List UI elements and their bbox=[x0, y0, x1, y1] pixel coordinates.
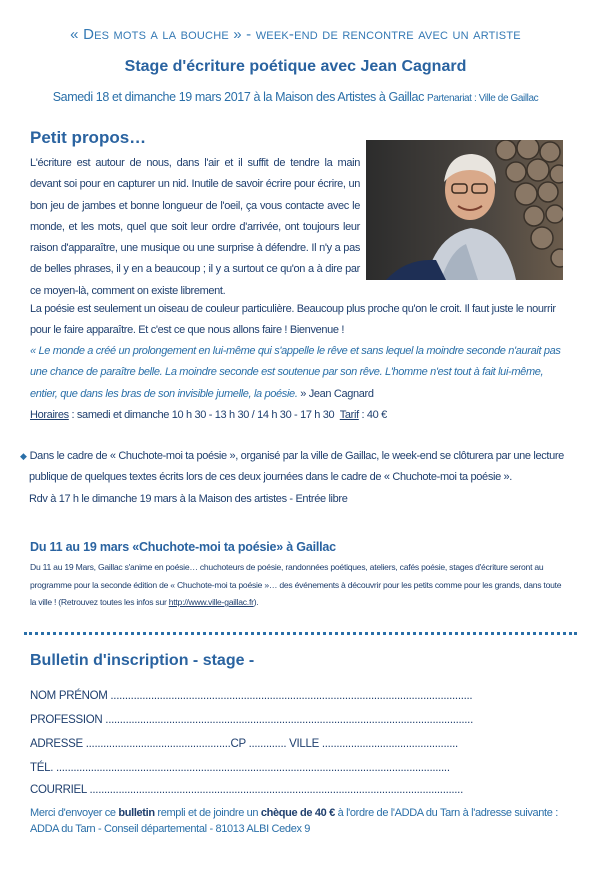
bullet-line-1: Dans le cadre de « Chuchote-moi ta poésie », organisé par la ville de Gaillac, le week-end se clôturera par une lecture bbox=[29, 450, 564, 462]
form-field-profession[interactable]: PROFESSION ............................................................................................................................... bbox=[30, 714, 473, 726]
artist-photo bbox=[366, 140, 563, 280]
dates-text: Samedi 18 et dimanche 19 mars 2017 à la Maison des Artistes à Gaillac bbox=[52, 90, 424, 104]
closing-part3: à l'ordre de l'ADDA du Tarn à l'adresse suivante : ADDA du Tarn - Conseil départemental - 81013 ALBI Cedex 9 bbox=[30, 807, 558, 835]
chuchote-paragraph bbox=[30, 559, 566, 612]
section-heading-chuchote: Du 11 au 19 mars «Chuchote-moi ta poésie» à Gaillac bbox=[30, 540, 336, 554]
form-heading: Bulletin d'inscription - stage - bbox=[30, 652, 255, 669]
closing-cheque: chèque de 40 € bbox=[260, 807, 335, 819]
closing-bulletin: bulletin bbox=[118, 807, 155, 819]
chuchote-text: Du 11 au 19 Mars, Gaillac s'anime en poésie… chuchoteurs de poésie, randonnées poétiques, ateliers, cafés poésie, stages d'écriture seront au programme pour la seconde édition de « Chuchote-moi ta poésie »… des événements à découvrir pour les petits comme pour les grands, dans toute la ville ! (Retrouvez toutes les infos sur bbox=[30, 562, 562, 608]
bullet-line-3: Rdv à 17 h le dimanche 19 mars à la Maison des artistes - Entrée libre bbox=[29, 492, 348, 505]
bullet-line-2: publique de quelques textes écrits lors de ces deux journées dans le cadre de « Chuchote-moi ta poésie ». bbox=[29, 471, 513, 484]
diamond-bullet-icon: ◆ bbox=[20, 451, 27, 461]
field-label-profession: PROFESSION bbox=[30, 714, 103, 726]
section-heading-petit-propos: Petit propos… bbox=[30, 128, 147, 147]
field-label-ville: VILLE bbox=[289, 738, 319, 750]
form-field-tel[interactable]: TÉL. ........................................................................................................................................ bbox=[30, 762, 450, 774]
schedule-line bbox=[30, 405, 570, 426]
artist-photo-illustration bbox=[366, 140, 563, 280]
closing-part1: Merci d'envoyer ce bbox=[30, 807, 119, 819]
form-field-courriel[interactable]: COURRIEL ................................................................................................................................. bbox=[30, 784, 463, 796]
form-field-nom[interactable]: NOM PRÉNOM ............................................................................................................................. bbox=[30, 690, 473, 702]
horaires-label: Horaires bbox=[30, 409, 69, 421]
event-title: « Des mots a la bouche » - week-end de rencontre avec un artiste bbox=[70, 26, 521, 43]
closing-paragraph bbox=[30, 805, 570, 837]
intro-paragraph: L'écriture est autour de nous, dans l'air et il suffit de tendre la main devant soi pour en capturer un nid. Inutile de savoir écrire pour écrire, un bon jeu de jambes et bonne longueur de l'oeil, ça vous contacte avec le monde, et les mots, quel que soit leur ordre d'arrivée, ont toujours leur raison d'apparaître, une musique ou une surprise à défendre. Il n'y a pas de belles phrases, il y en a beaucoup ; il y a surtout ce qu'on a à dire par ce moyen-là, comment on existe librement. bbox=[30, 157, 360, 297]
bullet-paragraph bbox=[20, 446, 565, 510]
event-dates bbox=[0, 90, 591, 104]
chuchote-text-end: ). bbox=[253, 597, 259, 608]
quote-author: » Jean Cagnard bbox=[300, 387, 374, 400]
quote-paragraph bbox=[30, 341, 566, 405]
tarif-value: : 40 € bbox=[358, 409, 387, 421]
quote-text: « Le monde a créé un prolongement en lui-même qui s'appelle le rêve et sans lequel la moindre seconde n'aurait pas une chance de paraître belle. La moindre seconde est soutenue par son rêve. L'homme n'est tout à fait lui-même, entier, que dans les bras de son invisible jumelle, la poésie. bbox=[30, 345, 561, 400]
horaires-value: : samedi et dimanche 10 h 30 - 13 h 30 / 14 h 30 - 17 h 30 bbox=[68, 409, 335, 421]
field-label-courriel: COURRIEL bbox=[30, 784, 87, 796]
field-label-cp: CP bbox=[230, 738, 246, 750]
field-label-adresse: ADRESSE bbox=[30, 738, 83, 750]
stage-subtitle: Stage d'écriture poétique avec Jean Cagnard bbox=[124, 58, 467, 75]
tarif-label: Tarif bbox=[339, 409, 359, 421]
form-field-adresse[interactable]: ADRESSE ..................................................CP ............. VILLE ............................................... bbox=[30, 738, 458, 750]
field-label-nom: NOM PRÉNOM bbox=[30, 690, 108, 702]
ville-gaillac-link[interactable]: http://www.ville-gaillac.fr bbox=[168, 597, 254, 608]
poetry-paragraph: La poésie est seulement un oiseau de couleur particulière. Beaucoup plus proche qu'on le croit. Il faut juste le nourrir pour le faire apparaître. Et c'est ce que nous allons faire ! Bienvenue ! bbox=[30, 303, 556, 337]
closing-part2: rempli et de joindre un bbox=[154, 807, 261, 819]
dotted-divider bbox=[24, 632, 577, 635]
partner-text: Partenariat : Ville de Gaillac bbox=[427, 93, 539, 104]
field-label-tel: TÉL. bbox=[30, 762, 54, 774]
